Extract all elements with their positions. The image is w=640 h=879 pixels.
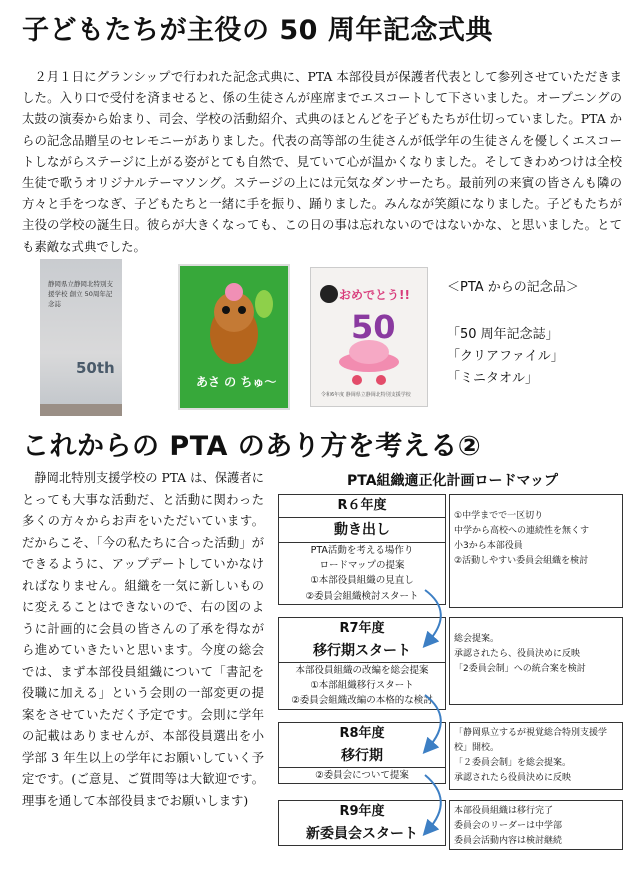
book-cover-mark: 50th bbox=[76, 359, 115, 377]
main-heading: 子どもたちが主役の 50 周年記念式典 bbox=[22, 15, 493, 46]
section-heading: これからの PTA のあり方を考える② bbox=[22, 431, 482, 462]
year-label: R7年度 bbox=[339, 621, 385, 636]
towel-number: 50 bbox=[351, 308, 396, 346]
memorial-item: 「50 周年記念誌」 bbox=[447, 327, 559, 342]
year-label: R６年度 bbox=[279, 495, 445, 518]
phase-details: 本部役員組織の改編を総会提案 ①本部組織移行スタート ②委員会組織改編の本格的な検討 bbox=[279, 662, 445, 709]
body-paragraph: 静岡北特別支援学校の PTA は、保護者にとっても大事な活動だ、と活動に関わった多くの方々からお声をいただいています。だからこそ、「今の私たちに合った活動」ができるように、アップデートしていかなければなりません。組織を一気に新しいものに変えることはできないので、右の図のように計画的に会員の皆さんの了承を得ながら進めていきたいと思います。今度の総会では、まず本部役員組織について「書記を役職に加える」という会則の一部変更の提案をさせていただく予定です。会則に学年の記載はありませんが、本部役員選出を小学部 3 年生以上の学年にお願いしていく予定です。(ご意見、ご質問等は大歓迎です。理事を通して本部役員までお願いします) bbox=[22, 471, 264, 808]
memorial-item: 「ミニタオル」 bbox=[447, 371, 539, 386]
phase-details: PTA活動を考える場作り ロードマップの提案 ①本部役員組織の見直し ②委員会組織検討スタート bbox=[279, 542, 445, 604]
arrow-r7-r8 bbox=[425, 695, 441, 748]
arrow-r8-r9 bbox=[425, 775, 441, 830]
memorial-item: 「クリアファイル」 bbox=[447, 349, 564, 364]
roadmap-title: PTA組織適正化計画ロードマップ bbox=[347, 473, 558, 489]
intro-paragraph: ２月１日にグランシップで行われた記念式典に、PTA 本部役員が保護者代表として参列させていただきました。入り口で受付を済ませると、係の生徒さんが座席までエスコートして下さいました。オープニングの太鼓の演奏から始まり、司会、学校の活動紹介、式典のほとんどを子どもたちが仕切っていました。PTA からの記念品贈呈のセレモニーがありました。代表の高等部の生徒さんが低学年の生徒さんを優しくエスコートしながらステージに上がる姿がとても自然で、見ていて心が温かくなりました。そしてきわめつけは全校生徒で歌うオリジナルテーマソング。ステージの上には元気なダンサーたち。最前列の来賓の皆さんも隣の方々と手をつなぎ、子どもたちと一緒に手を振り、踊りました。みんなが笑顔になりました。子どもたちが主役の学校の誕生日。彼らが大きくなっても、この日の事は忘れないのではないかな、と思いました。とても素敵な式典でした。 bbox=[22, 69, 622, 254]
file-caption: あさ の ちゅ～ bbox=[196, 375, 277, 389]
memorial-title: ＜PTA からの記念品＞ bbox=[447, 280, 579, 295]
phase-label: 移行期 bbox=[341, 748, 383, 764]
towel-small-text: 令和6年度 静岡県立静岡北特別支援学校 bbox=[321, 392, 411, 398]
phase-label: 新委員会スタート bbox=[306, 826, 418, 842]
roadmap-notes-r8: 「静岡県立するが視覚総合特別支援学校」開校。 「２委員会制」を総会提案。 承認されたら役員決めに反映 bbox=[449, 722, 623, 790]
book-cover-title: 静岡県立静岡北特別支援学校 創立 50周年記念誌 bbox=[48, 280, 113, 308]
roadmap-notes-r9: 本部役員組織は移行完了 委員会のリーダーは中学部 委員会活動内容は検討継続 bbox=[449, 800, 623, 850]
phase-label: 移行期スタート bbox=[313, 643, 411, 659]
year-label: R9年度 bbox=[339, 804, 385, 819]
year-label: R8年度 bbox=[339, 726, 385, 741]
phase-details: ②委員会について提案 bbox=[279, 767, 445, 783]
phase-label: 動き出し bbox=[334, 522, 390, 538]
roadmap-notes-r7: 総会提案。 承認されたら、役員決めに反映 「2委員会制」への統合案を検討 bbox=[449, 617, 623, 705]
roadmap-notes-r6: ①中学までで一区切り 中学から高校への連続性を無くす 小3から本部役員 ②活動しやすい委員会組織を検討 bbox=[449, 494, 623, 608]
arrow-r6-r7 bbox=[425, 590, 441, 642]
towel-text: おめでとう!! bbox=[339, 288, 410, 302]
